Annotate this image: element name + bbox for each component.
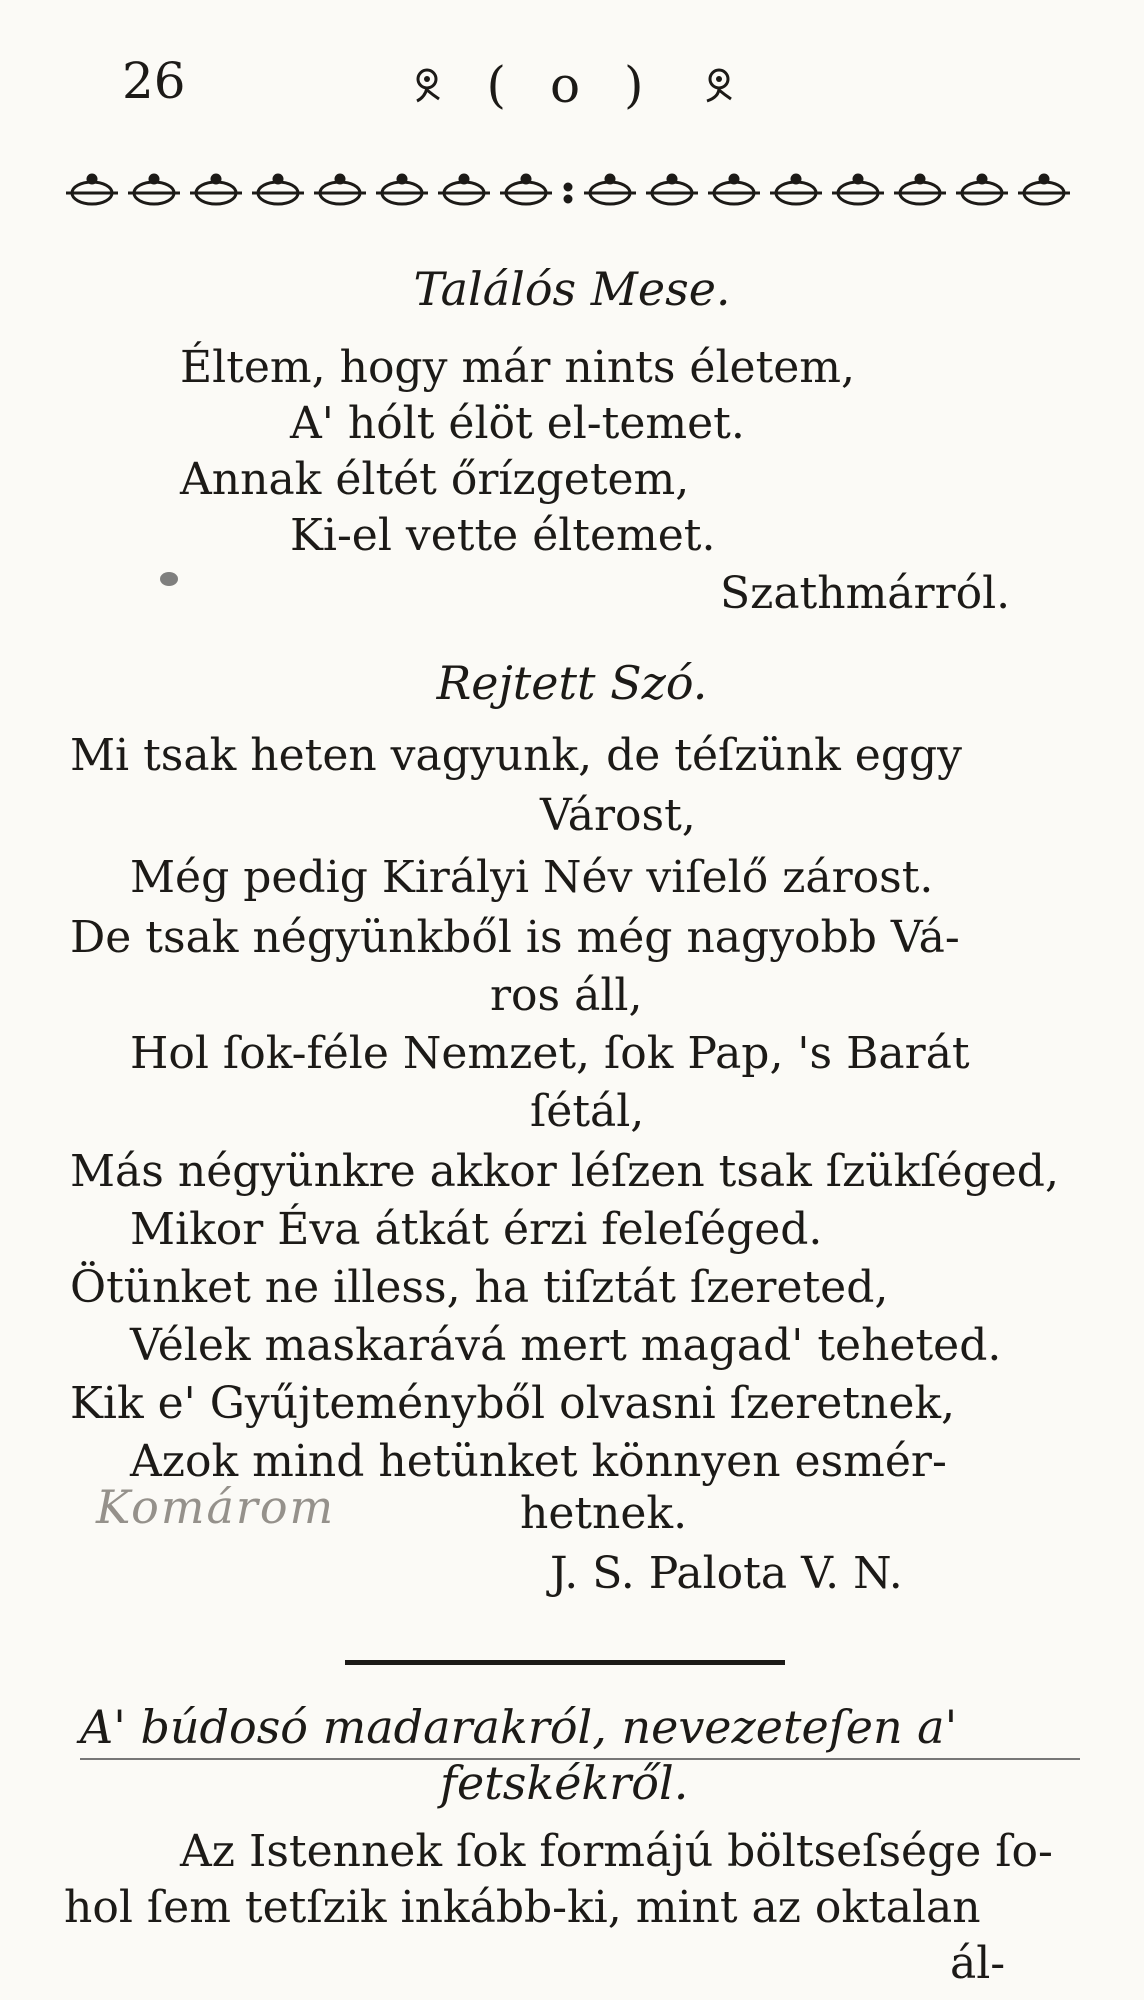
article-title: A' búdosó madarakról, nevezeteſen a'	[80, 1700, 958, 1754]
article-title-continued: fetskékről.	[440, 1756, 689, 1810]
border-ornament-icon	[956, 175, 1008, 204]
riddle-title: Találós Mese.	[413, 262, 731, 316]
hidden-word-line: Még pedig Királyi Név viſelő zárost.	[130, 852, 934, 903]
ink-smudge	[160, 572, 178, 586]
border-ornament-icon	[128, 175, 180, 204]
hidden-word-line: Mi tsak heten vagyunk, de téſzünk eggy	[70, 730, 963, 781]
riddle-signature: Szathmárról.	[720, 568, 1011, 619]
flower-ornament-left-icon	[407, 65, 447, 105]
border-ornament-icon	[500, 175, 552, 204]
border-ornament-icon	[438, 175, 490, 204]
flower-ornament-right-icon	[697, 65, 737, 105]
hidden-word-line: Hol ſok-féle Nemzet, ſok Pap, 's Barát	[130, 1028, 970, 1079]
riddle-line: Ki-el vette éltemet.	[290, 510, 716, 561]
hidden-word-line: hetnek.	[520, 1488, 688, 1539]
hidden-word-line: ros áll,	[490, 970, 643, 1021]
hidden-word-line: ſétál,	[530, 1086, 645, 1137]
border-ornament-icon	[646, 175, 698, 204]
border-ornament-icon	[708, 175, 760, 204]
border-ornament-icon	[376, 175, 428, 204]
hidden-word-line: Várost,	[540, 790, 696, 841]
riddle-line: A' hólt élöt el-temet.	[290, 398, 745, 449]
hidden-word-line: Kik e' Gyűjteményből olvasni ſzeretnek,	[70, 1378, 956, 1429]
hidden-word-line: Vélek maskarává mert magad' teheted.	[130, 1320, 1002, 1371]
border-center-dots-icon	[565, 184, 571, 202]
riddle-line: Éltem, hogy már nints életem,	[180, 342, 855, 393]
border-ornament-icon	[66, 175, 118, 204]
page-number: 26	[122, 52, 186, 110]
hidden-word-line: De tsak négyünkből is még nagyobb Vá-	[70, 912, 960, 963]
article-line: hol ſem tetſzik inkább-ki, mint az oktalan	[64, 1882, 981, 1933]
border-ornament-icon	[894, 175, 946, 204]
section-divider	[345, 1660, 785, 1665]
hidden-word-line: Ötünket ne illess, ha tiſztát ſzereted,	[70, 1262, 889, 1313]
border-ornament-icon	[770, 175, 822, 204]
border-ornament-icon	[314, 175, 366, 204]
riddle-line: Annak éltét őrízgetem,	[180, 454, 690, 505]
hidden-word-title: Rejtett Szó.	[436, 656, 708, 710]
border-ornament-icon	[252, 175, 304, 204]
border-ornament-icon	[1018, 175, 1070, 204]
article-line: ál-	[950, 1938, 1006, 1989]
header-mark: ( o )	[486, 56, 658, 114]
page-header	[0, 52, 1144, 114]
article-line: Az Istennek ſok formájú böltseſsége ſo-	[180, 1826, 1053, 1877]
handwritten-annotation: Komárom	[96, 1480, 336, 1534]
border-ornament-icon	[832, 175, 884, 204]
hidden-word-line: Mikor Éva átkát érzi feleſéged.	[130, 1204, 823, 1255]
hidden-word-signature: J. S. Palota V. N.	[550, 1548, 903, 1599]
border-ornament-icon	[584, 175, 636, 204]
border-ornament-icon	[190, 175, 242, 204]
hidden-word-line: Azok mind hetünket könnyen esmér-	[130, 1436, 947, 1487]
decorative-border	[62, 168, 1082, 218]
hidden-word-line: Más négyünkre akkor léſzen tsak ſzükſéged,	[70, 1146, 1059, 1197]
